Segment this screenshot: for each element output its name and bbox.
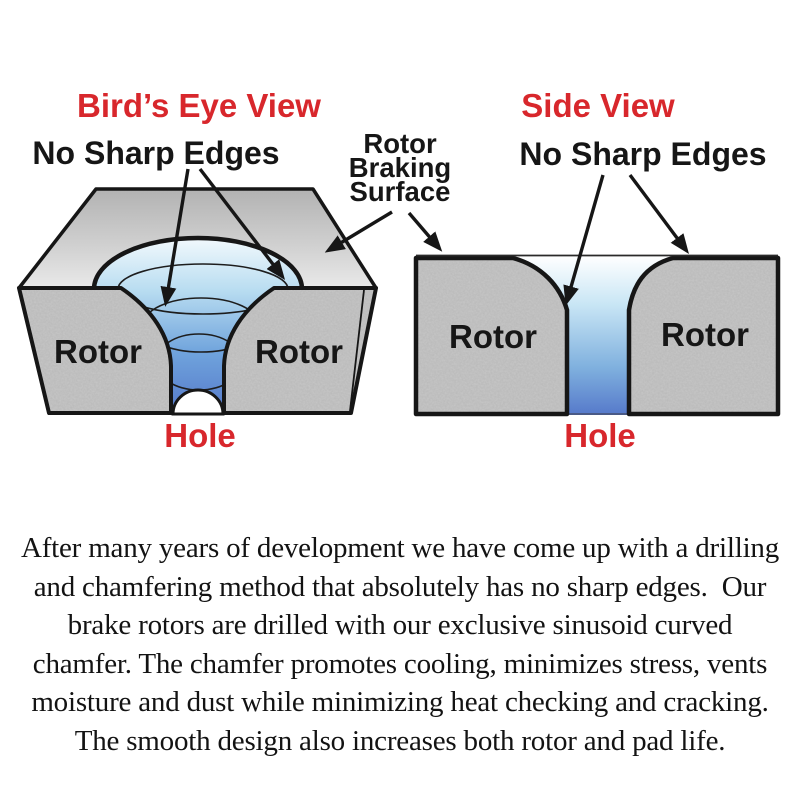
braking-surface-line3: Surface bbox=[349, 176, 451, 207]
paragraph-line: The smooth design also increases both rotor and pad life. bbox=[74, 724, 726, 757]
birdseye-no-sharp-edges-label: No Sharp Edges bbox=[32, 135, 280, 171]
arrow-no-sharp-edges-right-b bbox=[630, 175, 686, 250]
paragraph-line: and chamfering method that absolutely has no sharp edges. Our bbox=[33, 570, 767, 603]
birdseye-hole-label: Hole bbox=[164, 417, 236, 454]
description-paragraph bbox=[0, 529, 800, 760]
paragraph-line: After many years of development we have come up with a drilling bbox=[20, 532, 780, 564]
braking-surface-line1: Rotor bbox=[363, 128, 437, 159]
arrow-braking-surface-right bbox=[409, 213, 439, 248]
sideview-diagram bbox=[416, 87, 778, 454]
birdseye-rotor-left-label: Rotor bbox=[54, 333, 142, 370]
sideview-title: Side View bbox=[521, 87, 675, 124]
birdseye-rotor-right-label: Rotor bbox=[255, 333, 343, 370]
paragraph-line: moisture and dust while minimizing heat checking and cracking. bbox=[31, 686, 769, 718]
birdseye-diagram bbox=[19, 87, 376, 454]
paragraph-line: brake rotors are drilled with our exclusive sinusoid curved bbox=[67, 609, 733, 641]
paragraph-line: chamfer. The chamfer promotes cooling, minimizes stress, vents bbox=[32, 647, 768, 680]
sideview-hole-label: Hole bbox=[564, 417, 636, 454]
sideview-no-sharp-edges-label: No Sharp Edges bbox=[519, 136, 767, 172]
sideview-rotor-left-label: Rotor bbox=[449, 318, 537, 355]
braking-surface-line2: Braking bbox=[348, 152, 452, 183]
braking-surface-label bbox=[349, 128, 451, 207]
birdseye-title: Bird’s Eye View bbox=[77, 87, 321, 124]
sideview-rotor-right-label: Rotor bbox=[661, 316, 749, 353]
